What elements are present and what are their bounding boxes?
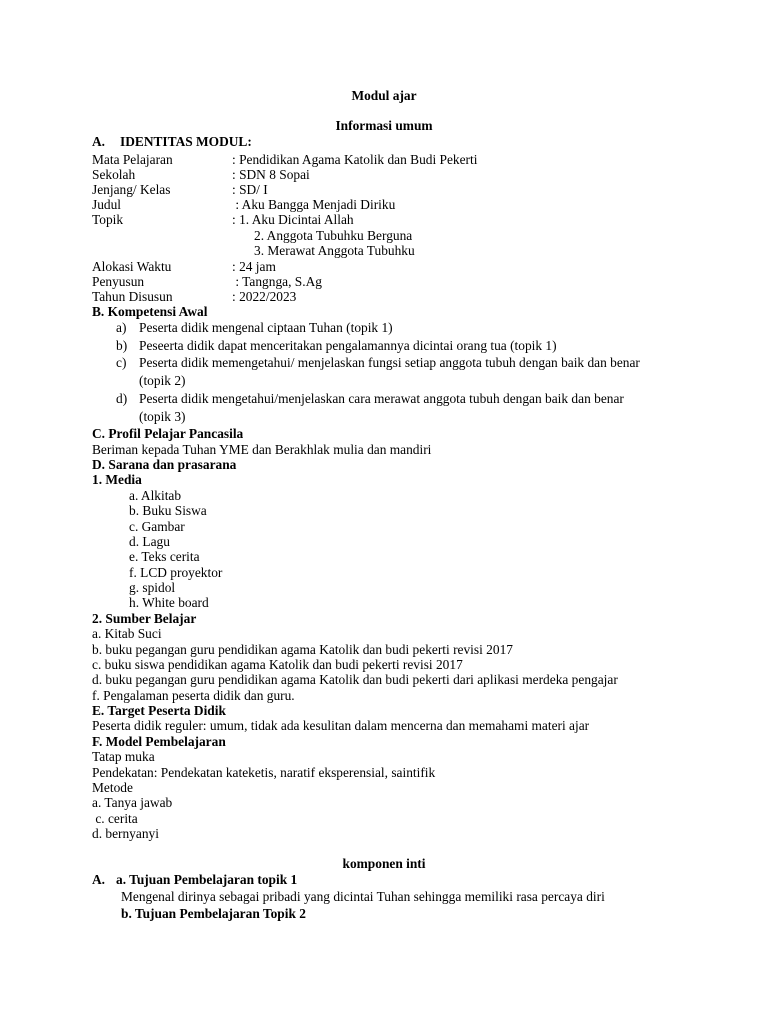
list-item-continuation: (topik 3) [139, 409, 186, 424]
media-item: a. Alkitab [129, 488, 182, 503]
list-marker: a) [116, 320, 127, 335]
media-item: f. LCD proyektor [129, 565, 223, 580]
model-line: d. bernyanyi [92, 826, 159, 841]
section-e-text: Peserta didik reguler: umum, tidak ada kesulitan dalam mencerna dan memahami materi ajar [92, 718, 590, 733]
tujuan-topik-2-heading: b. Tujuan Pembelajaran Topik 2 [121, 906, 306, 921]
value-topik-3: 3. Merawat Anggota Tubuhku [254, 243, 415, 258]
list-marker: b) [116, 338, 128, 353]
value-tahun-disusun: : 2022/2023 [232, 289, 297, 304]
tujuan-topik-1-text: Mengenal dirinya sebagai pribadi yang dicintai Tuhan sehingga memiliki rasa percaya diri [121, 889, 605, 904]
value-jenjang: : SD/ I [232, 182, 268, 197]
section-f-heading: F. Model Pembelajaran [92, 734, 226, 749]
media-item: d. Lagu [129, 534, 170, 549]
model-line: a. Tanya jawab [92, 795, 173, 810]
list-item: Peserta didik mengenal ciptaan Tuhan (topik 1) [139, 320, 393, 335]
list-item: Peserta didik mengetahui/menjelaskan cara merawat anggota tubuh dengan baik dan benar [139, 391, 624, 406]
sumber-item: a. Kitab Suci [92, 626, 162, 641]
value-topik-1: : 1. Aku Dicintai Allah [232, 212, 354, 227]
section-e-heading: E. Target Peserta Didik [92, 703, 226, 718]
value-mata-pelajaran: : Pendidikan Agama Katolik dan Budi Pekerti [232, 152, 478, 167]
label-jenjang: Jenjang/ Kelas [92, 182, 171, 197]
list-marker: d) [116, 391, 128, 406]
label-sekolah: Sekolah [92, 167, 136, 182]
label-tahun-disusun: Tahun Disusun [92, 289, 173, 304]
media-item: b. Buku Siswa [129, 503, 207, 518]
sumber-item: f. Pengalaman peserta didik dan guru. [92, 688, 295, 703]
label-alokasi-waktu: Alokasi Waktu [92, 259, 172, 274]
komponen-a-letter: A. [92, 872, 106, 887]
sumber-heading: 2. Sumber Belajar [92, 611, 197, 626]
model-line: Metode [92, 780, 133, 795]
media-item: h. White board [129, 595, 209, 610]
value-penyusun: : Tangnga, S.Ag [232, 274, 322, 289]
label-mata-pelajaran: Mata Pelajaran [92, 152, 173, 167]
value-sekolah: : SDN 8 Sopai [232, 167, 310, 182]
sumber-item: d. buku pegangan guru pendidikan agama Katolik dan budi pekerti dari aplikasi merdeka pengajar [92, 672, 618, 687]
info-heading: Informasi umum [335, 118, 433, 133]
section-a-letter: A. [92, 134, 106, 149]
label-topik: Topik [92, 212, 124, 227]
list-item: Peseerta didik dapat menceritakan pengalamannya dicintai orang tua (topik 1) [139, 338, 557, 353]
model-line: Tatap muka [92, 749, 155, 764]
section-d-heading: D. Sarana dan prasarana [92, 457, 237, 472]
section-b-heading: B. Kompetensi Awal [92, 304, 208, 319]
list-marker: c) [116, 355, 127, 370]
model-line: c. cerita [92, 811, 138, 826]
list-item: Peserta didik memengetahui/ menjelaskan fungsi setiap anggota tubuh dengan baik dan benar [139, 355, 640, 370]
section-c-heading: C. Profil Pelajar Pancasila [92, 426, 244, 441]
media-item: g. spidol [129, 580, 176, 595]
section-c-text: Beriman kepada Tuhan YME dan Berakhlak mulia dan mandiri [92, 442, 432, 457]
section-a-heading: IDENTITAS MODUL: [120, 134, 252, 149]
value-judul: : Aku Bangga Menjadi Diriku [232, 197, 396, 212]
list-item-continuation: (topik 2) [139, 373, 186, 388]
sumber-item: b. buku pegangan guru pendidikan agama Katolik dan budi pekerti revisi 2017 [92, 642, 513, 657]
model-line: Pendekatan: Pendekatan kateketis, naratif eksperensial, saintifik [92, 765, 436, 780]
komponen-heading: komponen inti [342, 856, 426, 871]
value-topik-2: 2. Anggota Tubuhku Berguna [254, 228, 413, 243]
media-item: e. Teks cerita [129, 549, 200, 564]
label-judul: Judul [92, 197, 122, 212]
media-item: c. Gambar [129, 519, 185, 534]
tujuan-topik-1-heading: a. Tujuan Pembelajaran topik 1 [116, 872, 298, 887]
label-penyusun: Penyusun [92, 274, 145, 289]
sumber-item: c. buku siswa pendidikan agama Katolik dan budi pekerti revisi 2017 [92, 657, 463, 672]
document-title: Modul ajar [351, 88, 417, 103]
value-alokasi-waktu: : 24 jam [232, 259, 276, 274]
media-heading: 1. Media [92, 472, 142, 487]
